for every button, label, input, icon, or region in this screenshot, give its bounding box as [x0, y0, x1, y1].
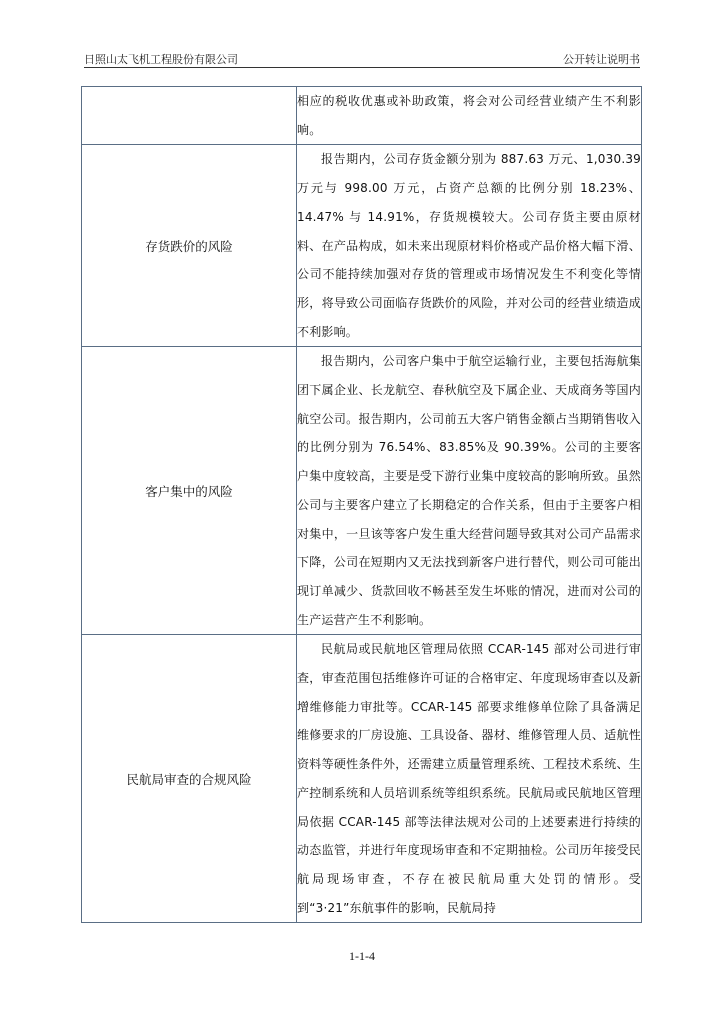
risk-name-cell: 存货跌价的风险: [82, 145, 297, 347]
risk-description-cell: [297, 347, 642, 635]
risk-name-cell: 客户集中的风险: [82, 347, 297, 635]
risk-name-cell: [82, 87, 297, 145]
page-number: 1-1-4: [349, 949, 375, 963]
page-header: [84, 51, 640, 67]
risk-description-text: 报告期内，公司存货金额分别为 887.63 万元、1,030.39 万元与 998.00 万元，占资产总额的比例分别 18.23%、14.47% 与 14.91%，存货规模较大。公司存货主要由原材料、在产品构成，如未来出现原材料价格或产品价格大幅下滑、公司不能持续加强对存货的管理或市场情况发生不利变化等情形，将导致公司面临存货跌价的风险，并对公司的经营业绩造成不利影响。: [297, 152, 641, 339]
header-company-name: 日照山太飞机工程股份有限公司: [84, 53, 238, 66]
header-rule: [84, 67, 640, 68]
risk-factor-table: [81, 86, 642, 923]
table-row: [82, 145, 642, 347]
risk-description-text: 报告期内，公司客户集中于航空运输行业，主要包括海航集团下属企业、长龙航空、春秋航空及下属企业、天成商务等国内航空公司。报告期内，公司前五大客户销售金额占当期销售收入的比例分别为 76.54%、83.85%及 90.39%。公司的主要客户集中度较高，主要是受下游行业集中度较高的影响所致。虽然公司与主要客户建立了长期稳定的合作关系，但由于主要客户相对集中，一旦该等客户发生重大经营问题导致其对公司产品需求下降，公司在短期内又无法找到新客户进行替代，则公司可能出现订单减少、货款回收不畅甚至发生坏账的情况，进而对公司的生产运营产生不利影响。: [297, 354, 641, 627]
table-row: [82, 87, 642, 145]
table-row: [82, 635, 642, 923]
risk-description-text: 相应的税收优惠或补助政策，将会对公司经营业绩产生不利影响。: [297, 94, 641, 137]
risk-description-cell: [297, 635, 642, 923]
risk-description-cell: [297, 87, 642, 145]
header-document-title: 公开转让说明书: [563, 53, 640, 66]
risk-description-cell: [297, 145, 642, 347]
risk-name-cell: 民航局审查的合规风险: [82, 635, 297, 923]
table-row: [82, 347, 642, 635]
risk-description-text: 民航局或民航地区管理局依照 CCAR-145 部对公司进行审查，审查范围包括维修许可证的合格审定、年度现场审查以及新增维修能力审批等。CCAR-145 部要求维修单位除了具备满足维修要求的厂房设施、工具设备、器材、维修管理人员、适航性资料等硬性条件外，还需建立质量管理系统、工程技术系统、生产控制系统和人员培训系统等组织系统。民航局或民航地区管理局依据 CCAR-145 部等法律法规对公司的上述要素进行持续的动态监管，并进行年度现场审查和不定期抽检。公司历年接受民航局现场审查，不存在被民航局重大处罚的情形。受到“3·21”东航事件的影响，民航局持: [297, 642, 641, 915]
